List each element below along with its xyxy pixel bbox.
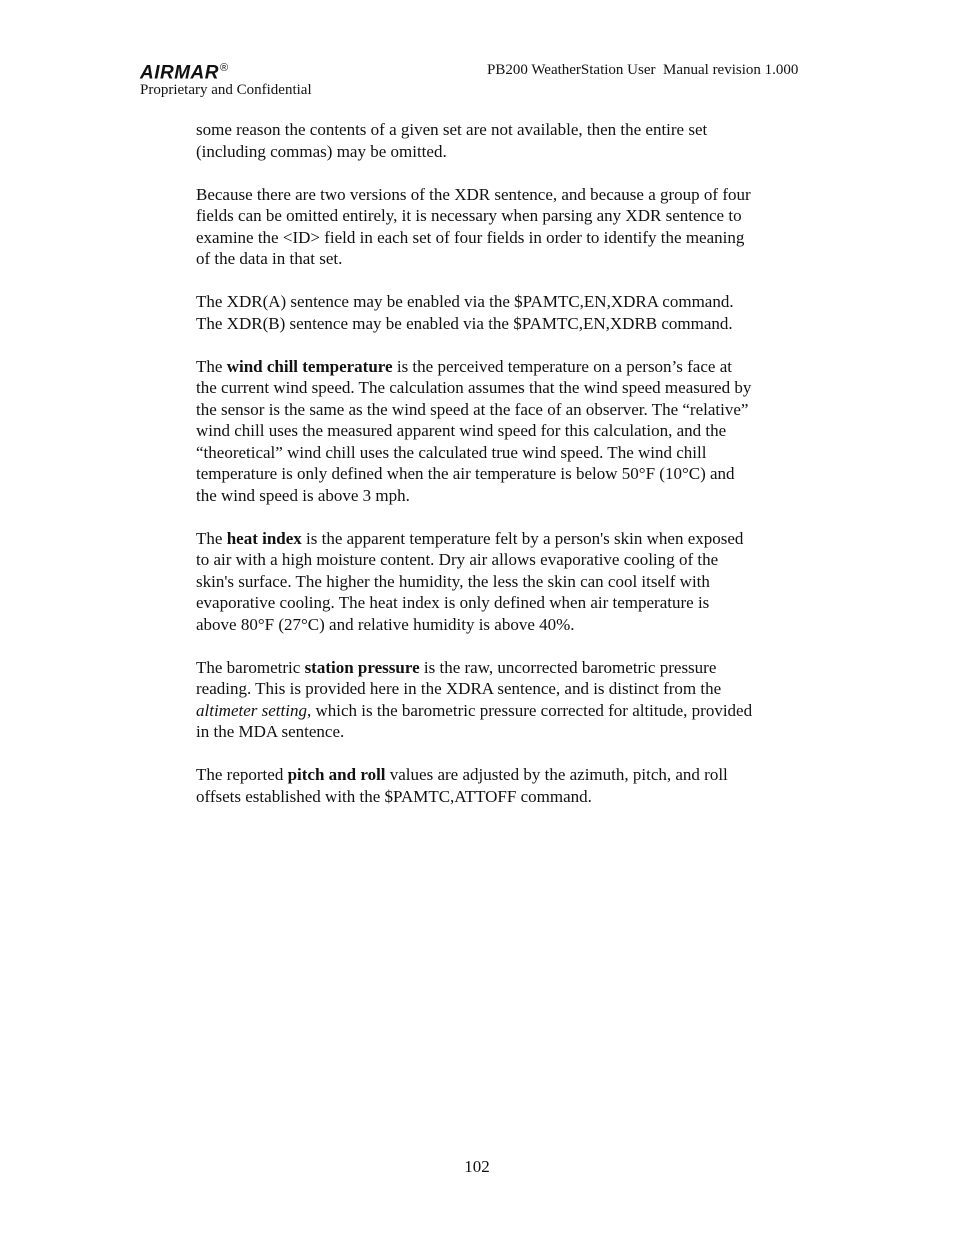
term-heat-index: heat index	[226, 528, 302, 548]
text-line: (including commas) may be omitted.	[196, 141, 447, 161]
page-number: 102	[464, 1157, 490, 1176]
text-line: is the perceived temperature on a person’s face at	[392, 356, 732, 376]
registered-mark-icon: ®	[220, 62, 229, 74]
text-line: “theoretical” wind chill uses the calculated true wind speed. The wind chill	[196, 442, 707, 462]
paragraph-omitted-sets	[196, 119, 816, 162]
manual-title: PB200 WeatherStation User Manual revision 1.000	[487, 62, 799, 78]
paragraph-xdr-versions	[196, 184, 816, 270]
logo-text: AIRMAR	[140, 62, 219, 84]
text-line: skin's surface. The higher the humidity, the less the skin can cool itself with	[196, 571, 710, 591]
term-wind-chill: wind chill temperature	[226, 356, 393, 376]
paragraph-station-pressure	[196, 657, 816, 743]
text-line: fields can be omitted entirely, it is necessary when parsing any XDR sentence to	[196, 206, 742, 225]
text-line: the wind speed is above 3 mph.	[196, 485, 410, 505]
paragraph-wind-chill	[196, 356, 816, 507]
text-line: in the MDA sentence.	[196, 722, 345, 741]
term-altimeter-setting: altimeter setting	[196, 700, 307, 720]
document-body	[196, 119, 816, 829]
paragraph-pitch-roll	[196, 764, 816, 807]
paragraph-heat-index	[196, 528, 816, 636]
text-line: is the raw, uncorrected barometric pressure	[419, 657, 717, 677]
text-line: to air with a high moisture content. Dry air allows evaporative cooling of the	[196, 550, 719, 569]
text-line: of the data in that set.	[196, 249, 343, 268]
term-station-pressure: station pressure	[304, 657, 420, 677]
text-line: offsets established with the $PAMTC,ATTOFF command.	[196, 786, 592, 806]
text-line: wind chill uses the measured apparent wind speed for this calculation, and the	[196, 421, 727, 440]
text-line: is the apparent temperature felt by a person's skin when exposed	[301, 528, 744, 548]
text-lead: The	[196, 356, 227, 376]
text-line: The XDR(B) sentence may be enabled via the $PAMTC,EN,XDRB command.	[196, 313, 733, 333]
paragraph-xdr-enable	[196, 291, 816, 334]
text-line: Because there are two versions of the XDR sentence, and because a group of four	[196, 184, 751, 204]
text-line: above 80°F (27°C) and relative humidity is above 40%.	[196, 614, 575, 634]
text-line: the sensor is the same as the wind speed at the face of an observer. The “relative”	[196, 399, 749, 419]
text-line: values are adjusted by the azimuth, pitch, and roll	[385, 765, 728, 784]
term-pitch-roll: pitch and roll	[287, 765, 386, 784]
text-line: examine the <ID> field in each set of four fields in order to identify the meaning	[196, 227, 745, 247]
text-line: the current wind speed. The calculation assumes that the wind speed measured by	[196, 378, 752, 397]
confidential-notice: Proprietary and Confidential	[140, 82, 312, 98]
text-line: evaporative cooling. The heat index is only defined when air temperature is	[196, 593, 710, 612]
text-line: temperature is only defined when the air temperature is below 50°F (10°C) and	[196, 464, 735, 483]
text-line: , which is the barometric pressure corrected for altitude, provided	[306, 700, 753, 720]
text-line: reading. This is provided here in the XDRA sentence, and is distinct from the	[196, 679, 722, 698]
text-line: some reason the contents of a given set are not available, then the entire set	[196, 120, 708, 139]
text-line: The XDR(A) sentence may be enabled via the $PAMTC,EN,XDRA command.	[196, 292, 734, 311]
airmar-logo	[140, 58, 229, 83]
text-lead: The	[196, 528, 227, 548]
text-lead: The barometric	[196, 657, 305, 677]
text-lead: The reported	[196, 765, 288, 784]
